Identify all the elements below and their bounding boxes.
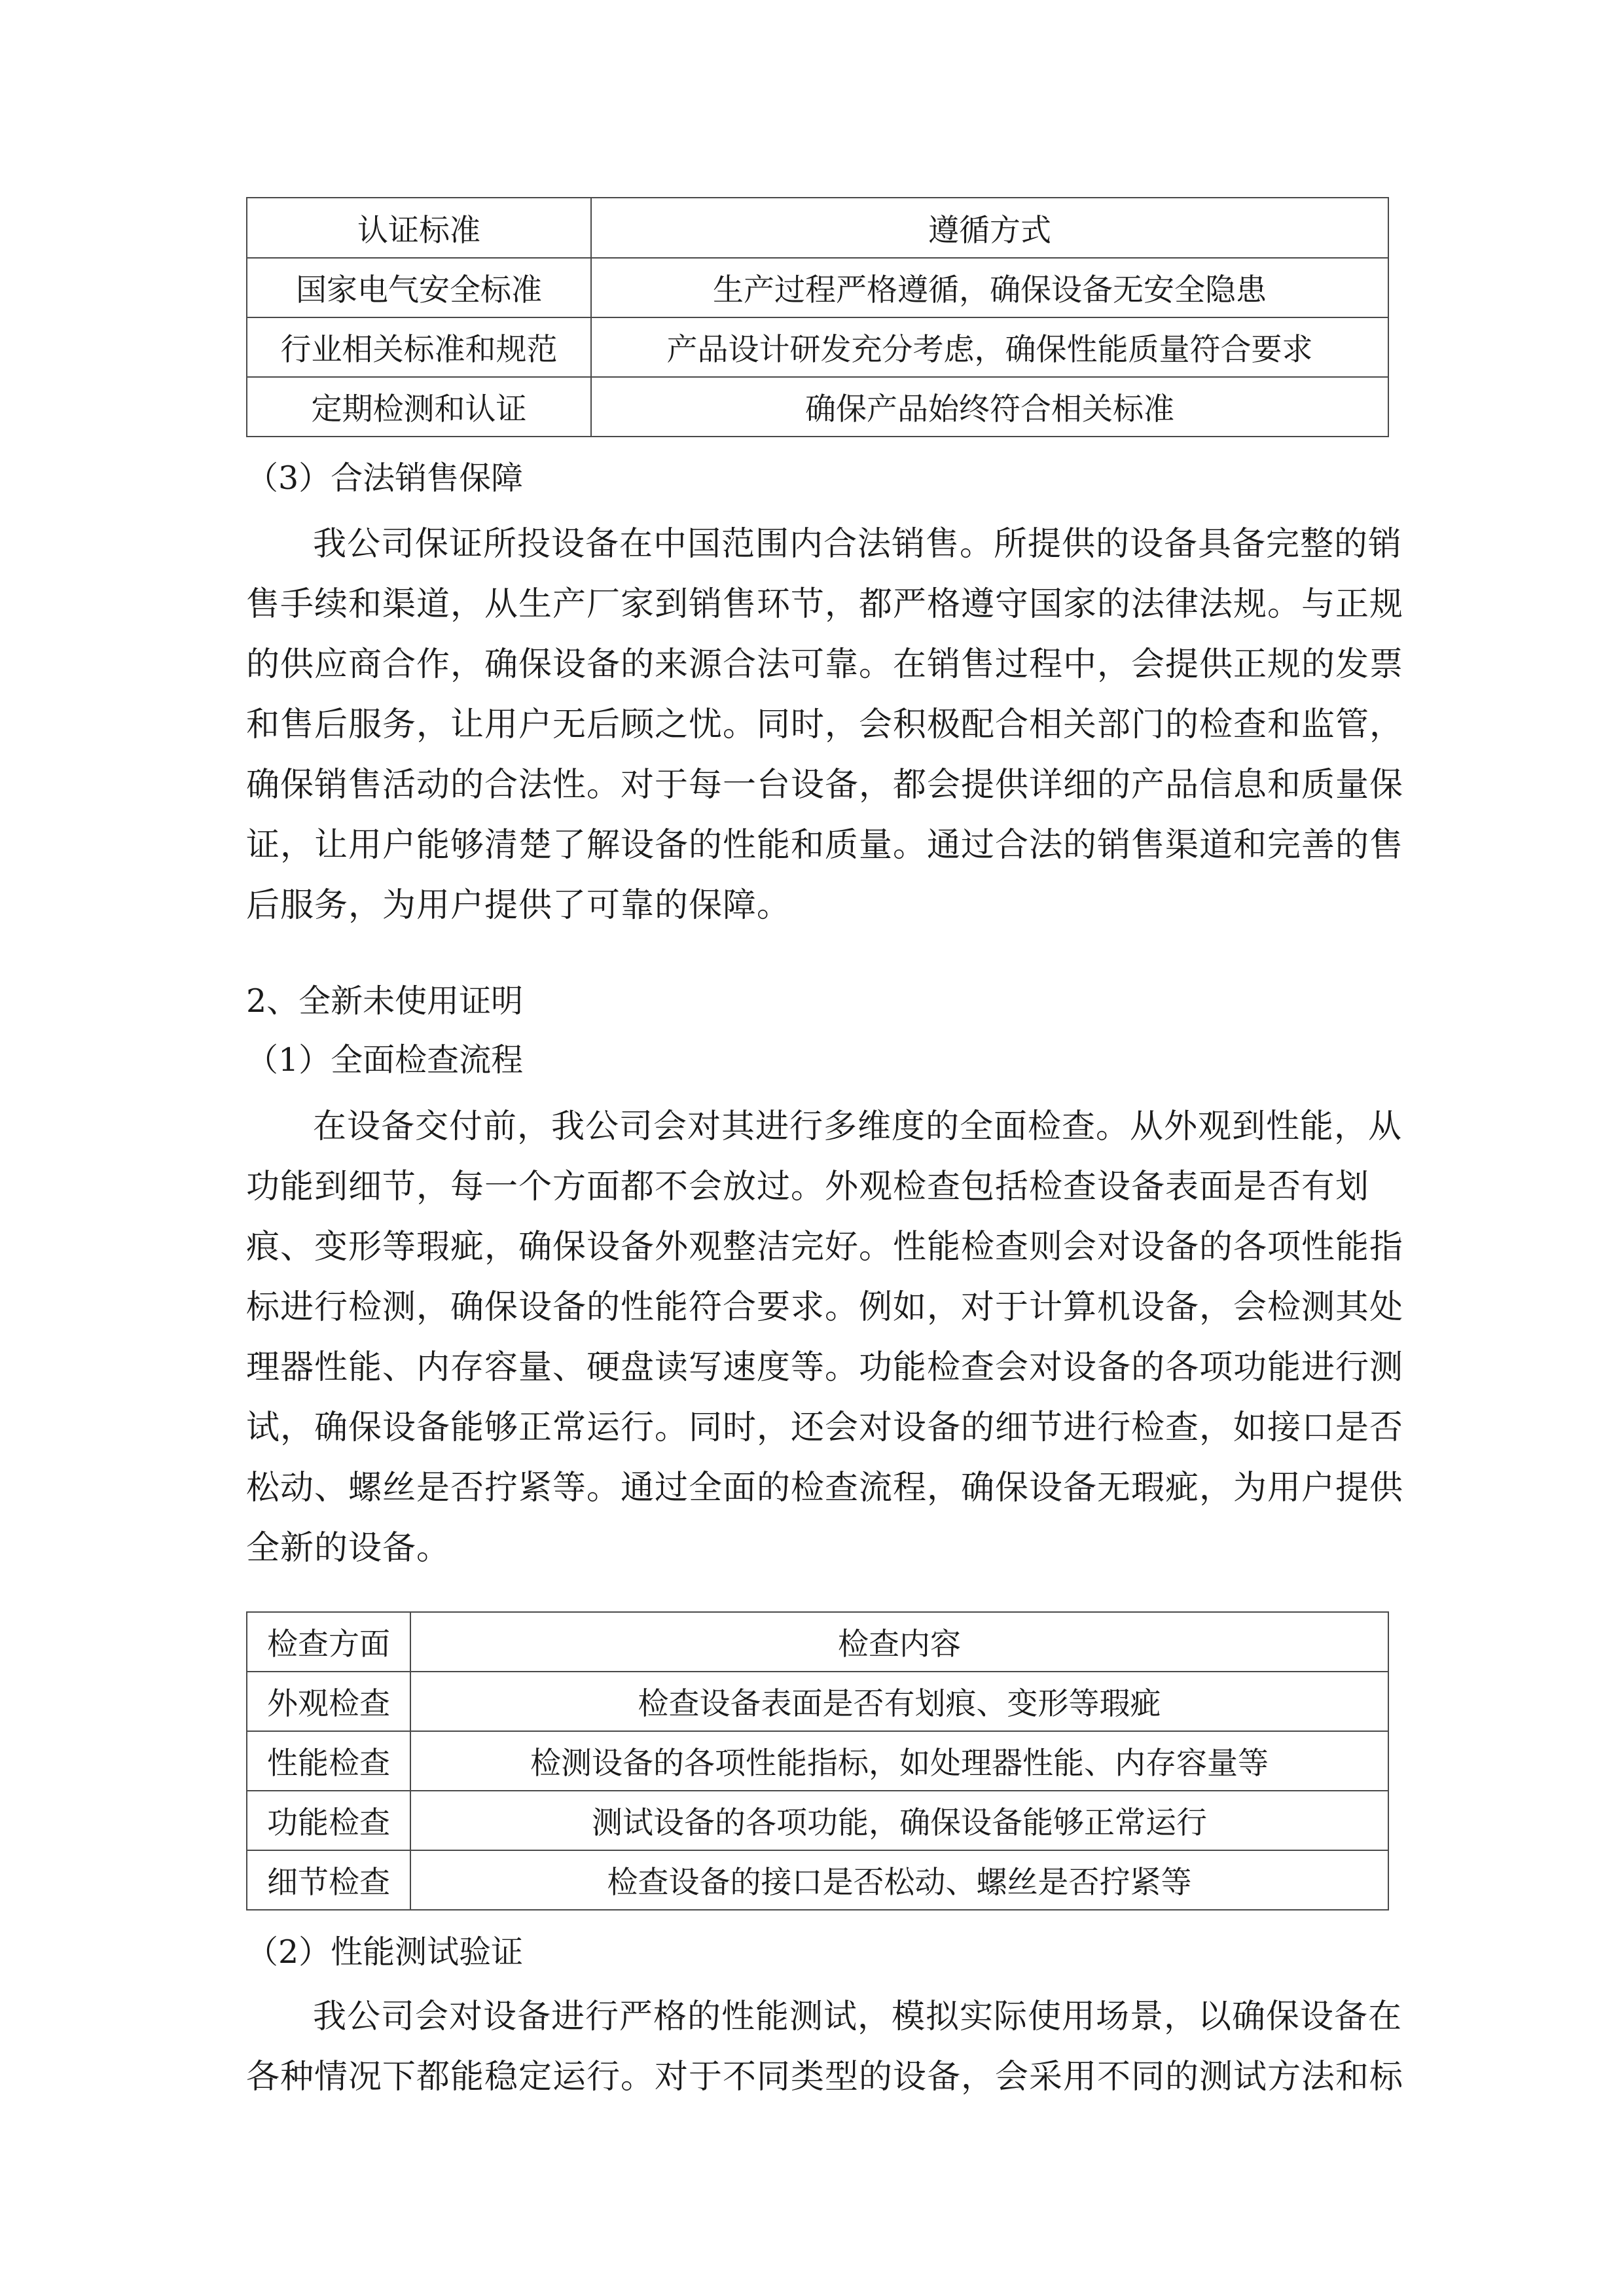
table-row [247, 317, 1388, 377]
table-row [247, 1850, 1388, 1910]
paragraph-line: 功能到细节，每一个方面都不会放过。外观检查包括检查设备表面是否有划 [246, 1168, 1370, 1206]
table-cell: 测试设备的各项功能，确保设备能够正常运行 [410, 1791, 1388, 1850]
paragraph-line: 确保销售活动的合法性。对于每一台设备，都会提供详细的产品信息和质量保 [246, 766, 1404, 804]
table-header-cell: 检查方面 [247, 1612, 410, 1672]
table-header-cell: 认证标准 [247, 198, 591, 258]
table-row [247, 1672, 1388, 1731]
paragraph-line: 标进行检测，确保设备的性能符合要求。例如，对于计算机设备，会检测其处 [246, 1288, 1404, 1327]
table-cell: 细节检查 [247, 1850, 410, 1910]
table-cell: 检查设备表面是否有划痕、变形等瑕疵 [410, 1672, 1388, 1731]
table-cell: 外观检查 [247, 1672, 410, 1731]
table-cell: 产品设计研发充分考虑，确保性能质量符合要求 [591, 317, 1388, 377]
table-cell: 检测设备的各项性能指标，如处理器性能、内存容量等 [410, 1731, 1388, 1791]
paragraph-line: 全新的设备。 [246, 1529, 451, 1568]
paragraph-line: 后服务，为用户提供了可靠的保障。 [246, 886, 791, 925]
body-paragraph [246, 1097, 1404, 1579]
paragraph-line: 松动、螺丝是否拧紧等。通过全面的检查流程，确保设备无瑕疵，为用户提供 [246, 1469, 1404, 1507]
section-heading: 2、全新未使用证明 [246, 982, 524, 1020]
table-cell: 检查设备的接口是否松动、螺丝是否拧紧等 [410, 1850, 1388, 1910]
section-heading: （3）合法销售保障 [246, 459, 524, 497]
table-cell: 生产过程严格遵循，确保设备无安全隐患 [591, 258, 1388, 317]
paragraph-line: 我公司会对设备进行严格的性能测试，模拟实际使用场景，以确保设备在 [313, 1998, 1403, 2036]
paragraph-line: 各种情况下都能稳定运行。对于不同类型的设备，会采用不同的测试方法和标 [246, 2058, 1404, 2096]
table-cell: 定期检测和认证 [247, 377, 591, 437]
subsection-heading: （1）全面检查流程 [246, 1041, 524, 1079]
table-row [247, 1731, 1388, 1791]
inspection-table [246, 1611, 1389, 1910]
body-paragraph [246, 1987, 1404, 2108]
certification-table [246, 197, 1389, 437]
paragraph-line: 和售后服务，让用户无后顾之忧。同时，会积极配合相关部门的检查和监管， [246, 706, 1404, 744]
table-header-row [247, 1612, 1388, 1672]
subsection-heading: （2）性能测试验证 [246, 1933, 524, 1971]
table-header-cell: 检查内容 [410, 1612, 1388, 1672]
table-cell: 功能检查 [247, 1791, 410, 1850]
table-header-cell: 遵循方式 [591, 198, 1388, 258]
paragraph-line: 证，让用户能够清楚了解设备的性能和质量。通过合法的销售渠道和完善的售 [246, 826, 1404, 865]
table-cell: 性能检查 [247, 1731, 410, 1791]
paragraph-line: 的供应商合作，确保设备的来源合法可靠。在销售过程中，会提供正规的发票 [246, 645, 1404, 684]
body-paragraph [246, 514, 1404, 936]
paragraph-line: 在设备交付前，我公司会对其进行多维度的全面检查。从外观到性能，从 [313, 1107, 1403, 1146]
paragraph-line: 售手续和渠道，从生产厂家到销售环节，都严格遵守国家的法律法规。与正规 [246, 585, 1404, 624]
table-row [247, 258, 1388, 317]
paragraph-line: 试，确保设备能够正常运行。同时，还会对设备的细节进行检查，如接口是否 [246, 1408, 1404, 1447]
table-header-row [247, 198, 1388, 258]
table-row [247, 1791, 1388, 1850]
paragraph-line: 理器性能、内存容量、硬盘读写速度等。功能检查会对设备的各项功能进行测 [246, 1348, 1404, 1387]
table-cell: 行业相关标准和规范 [247, 317, 591, 377]
table-cell: 国家电气安全标准 [247, 258, 591, 317]
table-row [247, 377, 1388, 437]
paragraph-line: 我公司保证所投设备在中国范围内合法销售。所提供的设备具备完整的销 [313, 525, 1403, 564]
paragraph-line: 痕、变形等瑕疵，确保设备外观整洁完好。性能检查则会对设备的各项性能指 [246, 1228, 1404, 1266]
table-cell: 确保产品始终符合相关标准 [591, 377, 1388, 437]
